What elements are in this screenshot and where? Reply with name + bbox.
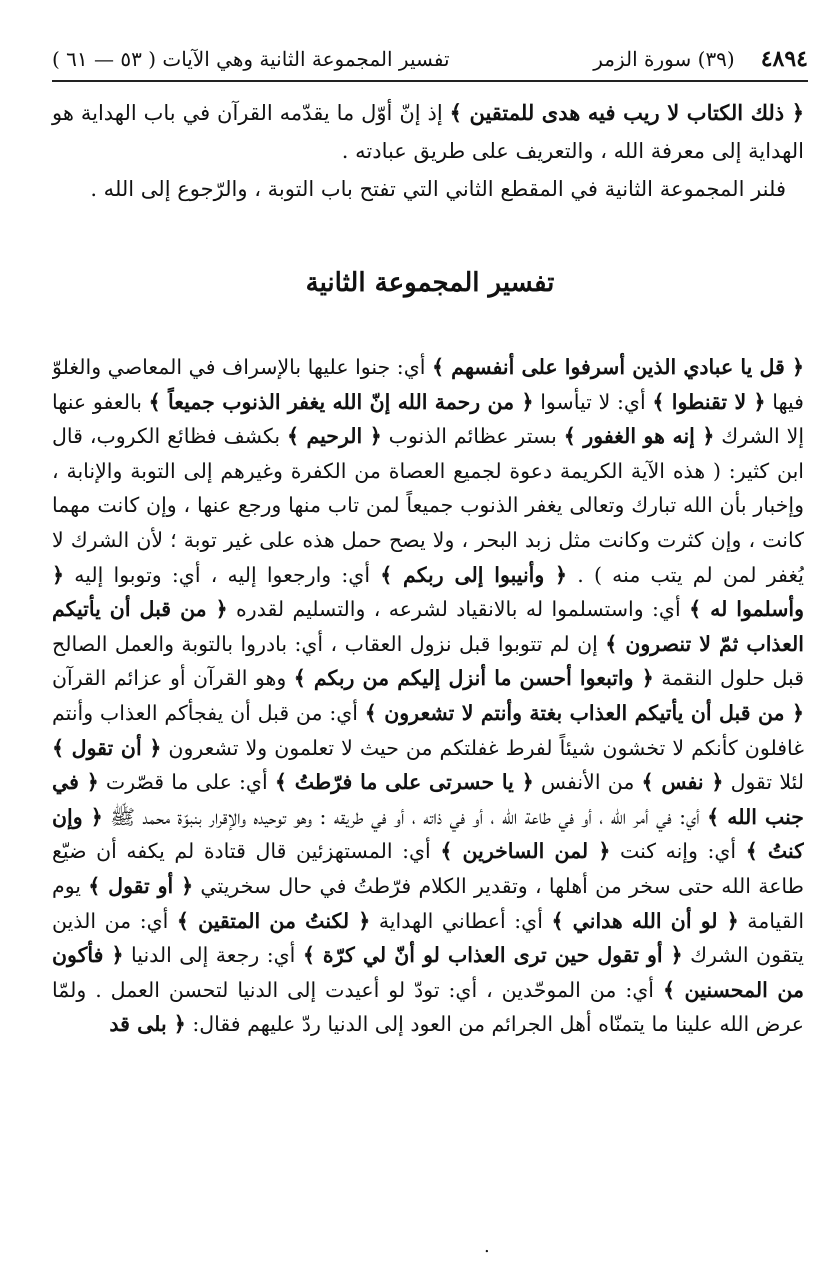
quran-quote: ﴿ من قبل أن يأتيكم العذاب بغتة وأنتم لا تشعرون ﴾ bbox=[364, 700, 804, 725]
commentary-text: يوم القيامة bbox=[52, 873, 804, 933]
commentary-text: من الأنفس bbox=[533, 770, 642, 795]
quran-quote: ﴿ لا تقنطوا ﴾ bbox=[652, 389, 766, 414]
quran-quote: ﴿ فأكون من المحسنين ﴾ bbox=[52, 943, 804, 1002]
running-header bbox=[52, 36, 808, 82]
intro-paragraph-1 bbox=[52, 94, 804, 170]
quran-quote: ﴿ لو أن الله هداني ﴾ bbox=[551, 908, 739, 933]
commentary-text: أي: من قبل أن يفجأكم العذاب وأنتم غافلون كأنكم لا تخشون شيئاً لفرط غفلتكم من حيث لا تعلمون ولا تشعرون bbox=[52, 700, 804, 760]
commentary-text: أي: رجعة إلى الدنيا bbox=[123, 943, 303, 968]
commentary-text: بكشف فظائع الكروب، قال ابن كثير: ( هذه الآية الكريمة دعوة لجميع العصاة من الكفرة وغيرهم إلى التوبة والإنابة ، وإخبار بأن الله تبارك وتعالى يغفر الذنوب جميعاً لمن تاب منها ورجع عنها ، وإن كانت مهما كانت ، وإن كثرت وكانت مثل زبد البحر ، ولا يصح حمل هذه على غير توبة ؛ لأن الشرك لا يُغفر لمن لم يتب منه ) . bbox=[52, 424, 804, 587]
quran-quote: ﴿ أو تقول حين ترى العذاب لو أنّ لي كرّة ﴾ bbox=[302, 943, 683, 968]
quran-quote: ﴿ واتبعوا أحسن ما أنزل إليكم من ربكم ﴾ bbox=[293, 666, 654, 691]
commentary-text: أي: من الموحّدين ، أي: تودّ لو أعيدت إلى الدنيا لتحسن العمل . ولمّا عرض الله علينا ما يتمنّاه أهل الجرائم من العود إلى الدنيا ردّ عليهم فقال: bbox=[52, 977, 804, 1037]
surah-name: (٣٩) سورة الزمر bbox=[593, 47, 735, 71]
quran-quote: ﴿ أو تقول ﴾ bbox=[88, 873, 194, 898]
quran-quote: ﴿ يا حسرتى على ما فرّطتُ ﴾ bbox=[274, 770, 534, 795]
quran-quote: ﴿ وأنيبوا إلى ربكم ﴾ bbox=[380, 562, 568, 587]
section-title: تفسير المجموعة الثانية bbox=[305, 268, 555, 298]
commentary-text: بالعفو عنها إلا الشرك bbox=[52, 389, 804, 449]
quran-quote: ﴿ وإن كنتُ ﴾ bbox=[52, 804, 804, 864]
header-left-group bbox=[593, 46, 808, 72]
commentary-text: أي: أعطاني الهداية bbox=[370, 908, 552, 933]
commentary-text: أي: جنوا عليها بالإسراف في المعاصي والغلوّ فيها bbox=[52, 355, 804, 414]
tafsir-body bbox=[52, 350, 804, 1250]
quran-quote: ﴿ أن تقول ﴾ bbox=[52, 735, 162, 760]
quran-quote: ﴿ لكنتُ من المتقين ﴾ bbox=[176, 908, 371, 933]
quran-quote: ﴿ من رحمة الله إنّ الله يغفر الذنوب جميعاً ﴾ bbox=[148, 389, 534, 414]
header-rule bbox=[52, 80, 808, 82]
commentary-text: أي: وارجعوا إليه ، أي: وتوبوا إليه bbox=[64, 562, 381, 587]
quran-quote: ﴿ الرحيم ﴾ bbox=[286, 424, 382, 449]
quran-quote: ﴿ في جنب الله ﴾ bbox=[52, 770, 804, 829]
intro-paragraphs bbox=[52, 94, 804, 208]
commentary-text: أي: واستسلموا له بالانقياد لشرعه ، والتسليم لقدره bbox=[227, 597, 690, 622]
commentary-text: أي: من الذين يتقون الشرك bbox=[52, 908, 804, 968]
quran-quote: ﴿ وأسلموا له ﴾ bbox=[52, 562, 804, 622]
commentary-text: وهو القرآن أو عزائم القرآن bbox=[52, 666, 294, 691]
commentary-text: أي: في أمر الله ، أو في طاعة الله ، أو في ذاته ، أو في طريقه : وهو توحيده والإقرار بنبوّة محمد ﷺ bbox=[102, 804, 708, 829]
footer-mark: . bbox=[484, 1236, 490, 1257]
quran-quote: ﴿ إنه هو الغفور ﴾ bbox=[563, 424, 715, 449]
commentary-text: إن لم تتوبوا قبل نزول العقاب ، أي: بادروا بالتوبة والعمل الصالح قبل حلول النقمة bbox=[52, 631, 804, 691]
quran-quote: ﴿ قل يا عبادي الذين أسرفوا على أنفسهم ﴾ bbox=[432, 355, 804, 379]
commentary-text: لئلا تقول bbox=[723, 770, 804, 795]
intro-paragraph-2: فلنر المجموعة الثانية في المقطع الثاني التي تفتح باب التوبة ، والرّجوع إلى الله . bbox=[90, 177, 786, 201]
quran-quote: ﴿ لمن الساخرين ﴾ bbox=[440, 839, 611, 864]
commentary-text: أي: لا تيأسوا bbox=[533, 389, 653, 414]
quran-quote: ﴿ ذلك الكتاب لا ريب فيه هدى للمتقين ﴾ bbox=[449, 100, 805, 125]
commentary-text: بستر عظائم الذنوب bbox=[381, 424, 564, 449]
section-heading: تفسير المجموعة الثانية وهي الآيات ( ٥٣ — ٦١ ) bbox=[52, 47, 450, 71]
quran-quote: ﴿ بلى قد bbox=[109, 1012, 186, 1037]
commentary-text: أي: وإنه كنت bbox=[610, 839, 746, 864]
commentary-text: إذ إنّ أوّل ما يقدّمه القرآن في باب الهداية هو الهداية إلى معرفة الله ، والتعريف على طريق عبادته . bbox=[52, 101, 804, 163]
page-number: ٤٨٩٤ bbox=[760, 46, 808, 72]
commentary-text: أي: المستهزئين قال قتادة لم يكفه أن ضيّع طاعة الله حتى سخر من أهلها ، وتقدير الكلام فرّطتُ في حال سخريتي bbox=[52, 839, 804, 898]
quran-quote: ﴿ نفس ﴾ bbox=[641, 770, 724, 795]
commentary-text: أي: على ما قصّرت bbox=[98, 770, 275, 795]
quran-quote: ﴿ من قبل أن يأتيكم العذاب ثمّ لا تنصرون ﴾ bbox=[52, 597, 804, 656]
